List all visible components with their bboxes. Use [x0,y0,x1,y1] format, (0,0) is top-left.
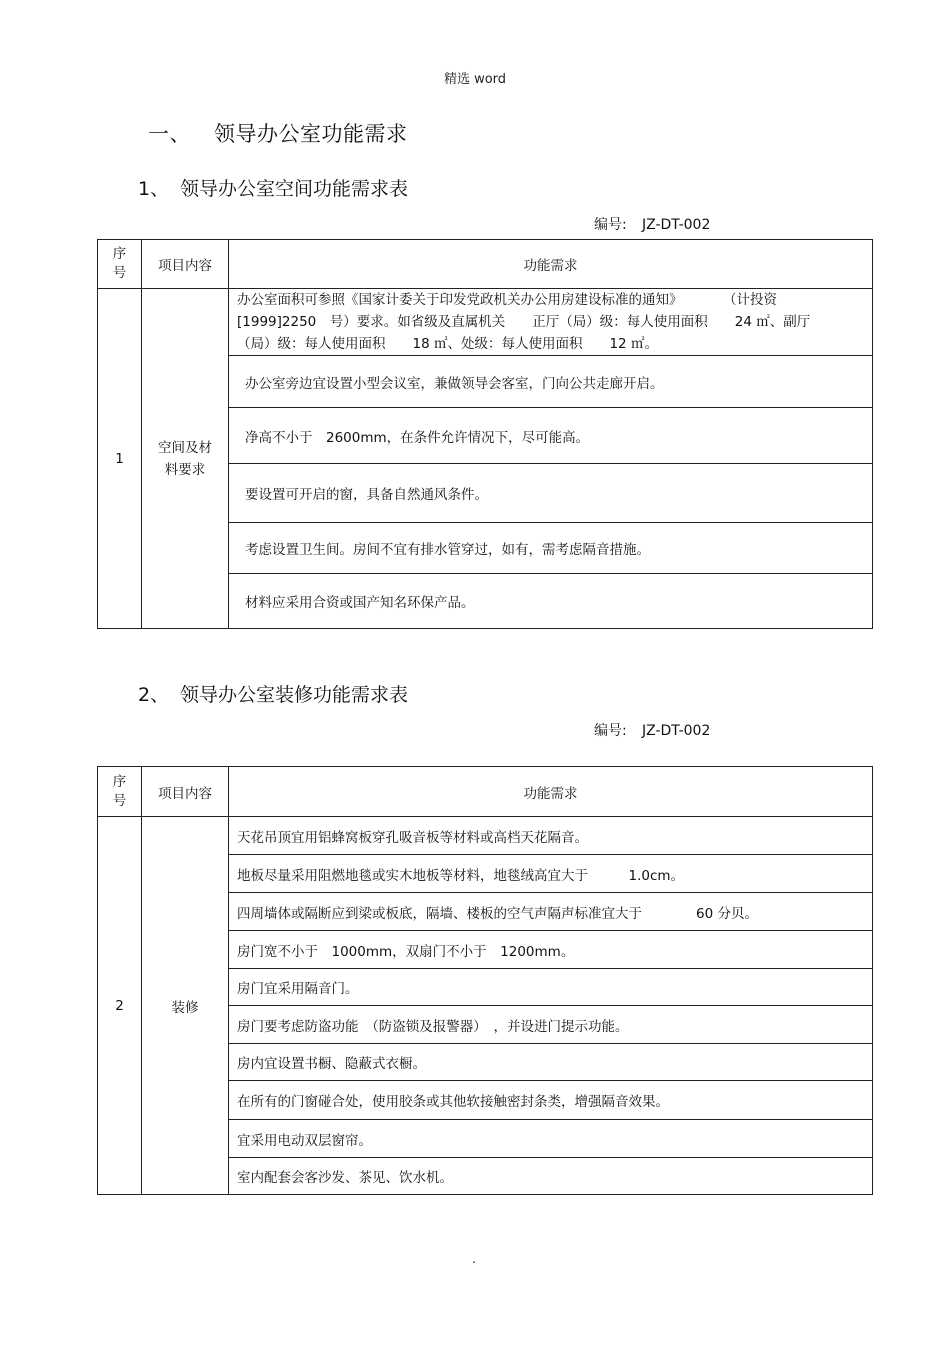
table2-req-curtains: 宜采用电动双层窗帘。 [229,1120,873,1158]
table2-req-floor: 地板尽量采用阻燃地毯或实木地板等材料，地毯绒高宜大于 1.0cm。 [229,855,873,893]
table1-code [594,214,710,234]
table1-item [142,289,229,629]
table2-seq: 2 [98,817,142,1195]
table1-code-value: JZ-DT-002 [642,217,711,233]
table2-req-security: 房门要考虑防盗功能 （防盗锁及报警器） ，并设进门提示功能。 [229,1006,873,1044]
table2-col-req: 功能需求 [229,767,873,817]
table1-heading-number: 1、 [138,178,170,200]
section-heading-number: 一、 [148,122,191,146]
section-heading [148,118,408,148]
table1-col-seq-line2: 号 [112,265,127,281]
table1-req-height: 净高不小于 2600mm，在条件允许情况下，尽可能高。 [229,408,873,464]
table1-req-area [229,289,873,356]
table1-seq: 1 [98,289,142,629]
table1-req-area-line2: [1999]2250 号）要求。如省级及直属机关 正厅（局）级：每人使用面积 24 ㎡、副厅 [237,314,811,330]
table2-col-item: 项目内容 [142,767,229,817]
page-header: 精选 word [443,72,507,87]
table2-req-soundproof-door: 房门宜采用隔音门。 [229,969,873,1006]
table2 [97,766,873,1195]
table1-header-row [98,240,873,289]
footer-dot: . [472,1252,476,1266]
table2-req-furniture: 室内配套会客沙发、茶见、饮水机。 [229,1158,873,1195]
table1 [97,239,873,629]
table1-item-line2: 料要求 [164,461,206,478]
table1-col-item: 项目内容 [142,240,229,289]
table1-heading-title: 领导办公室空间功能需求表 [180,178,409,200]
table2-heading [138,680,408,707]
table2-req-walls: 四周墙体或隔断应到梁或板底，隔墙、楼板的空气声隔声标准宜大于 60 分贝。 [229,893,873,931]
table1-col-seq-line1: 序 [112,246,127,262]
table-row [98,289,873,356]
table1-col-req: 功能需求 [229,240,873,289]
table2-req-ceiling: 天花吊顶宜用铝蜂窝板穿孔吸音板等材料或高档天花隔音。 [229,817,873,855]
table1-req-area-line3: （局）级：每人使用面积 18 ㎡、处级：每人使用面积 12 ㎡。 [237,336,658,352]
table2-code-label: 编号: [594,723,627,739]
table2-col-seq-line2: 号 [112,792,127,809]
table2-heading-number: 2、 [138,684,170,706]
table1-col-seq [98,240,142,289]
table1-req-meeting-room: 办公室旁边宜设置小型会议室，兼做领导会客室，门向公共走廊开启。 [229,356,873,408]
table1-item-line1: 空间及材 [158,439,212,456]
table2-code [594,720,710,740]
table1-req-toilet: 考虑设置卫生间。房间不宜有排水管穿过，如有，需考虑隔音措施。 [229,523,873,574]
table1-heading [138,174,408,201]
table2-req-storage: 房内宜设置书橱、隐蔽式衣橱。 [229,1044,873,1081]
table1-code-label: 编号: [594,217,627,233]
table2-col-seq-line1: 序 [112,773,127,790]
table1-req-window: 要设置可开启的窗，具备自然通风条件。 [229,464,873,523]
table1-req-material: 材料应采用合资或国产知名环保产品。 [229,574,873,629]
table2-col-seq [98,767,142,817]
table2-heading-title: 领导办公室装修功能需求表 [180,684,409,706]
table2-header-row [98,767,873,817]
table2-req-door-width: 房门宽不小于 1000mm，双扇门不小于 1200mm。 [229,931,873,969]
table2-item: 装修 [142,817,229,1195]
table2-code-value: JZ-DT-002 [642,723,711,739]
table-row [98,817,873,855]
section-heading-title: 领导办公室功能需求 [214,122,408,146]
table1-req-area-line1: 办公室面积可参照《国家计委关于印发党政机关办公用房建设标准的通知》 （计投资 [237,292,777,308]
table2-req-seals: 在所有的门窗碰合处，使用胶条或其他软接触密封条类，增强隔音效果。 [229,1081,873,1120]
